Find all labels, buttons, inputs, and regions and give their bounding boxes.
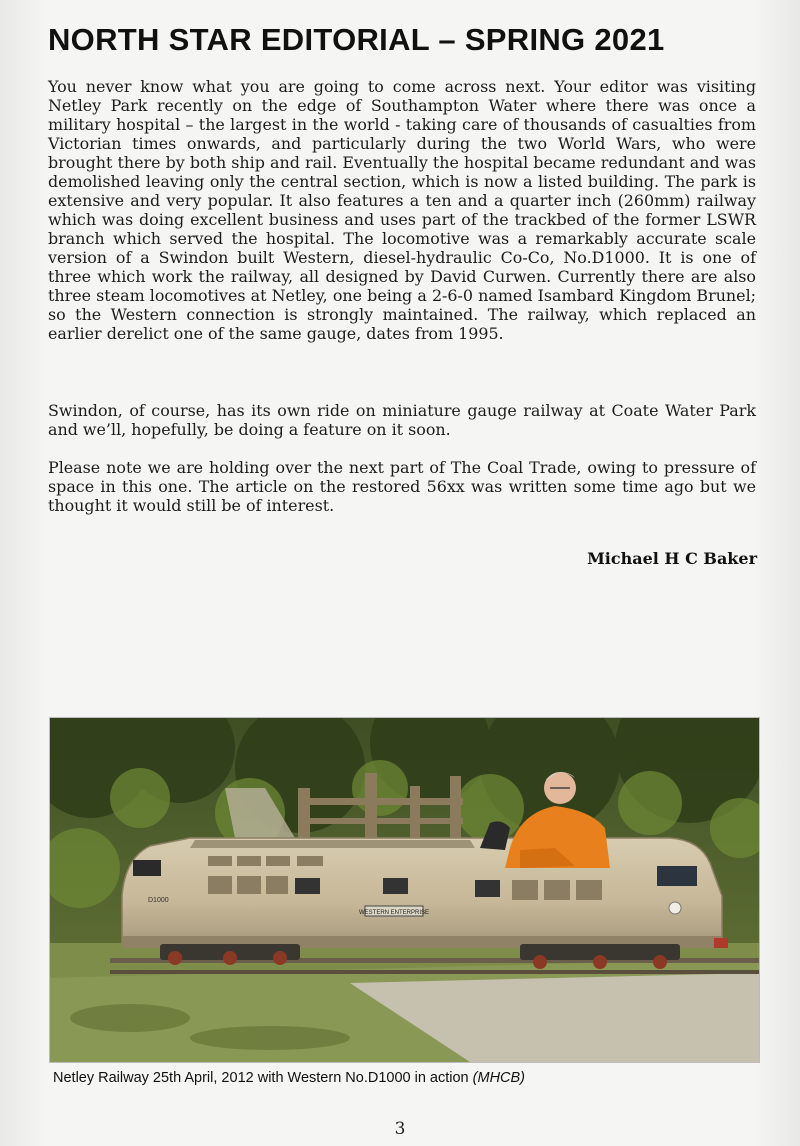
article-paragraph-3: Please note we are holding over the next part of The Coal Trade, owing to pressure of space in this one. The article on the restored 56xx was written some time ago but we thought it would still be of interest. [48, 458, 756, 515]
caption-credit: (MHCB) [472, 1070, 526, 1086]
author-byline: Michael H C Baker [587, 549, 757, 568]
locomotive-photo [49, 717, 760, 1063]
locomotive-nameplate: WESTERN ENTERPRISE [358, 910, 430, 916]
photo-illustration [50, 718, 759, 1062]
locomotive-number: D1000 [148, 897, 169, 904]
photo-caption [53, 1070, 525, 1086]
article-paragraph-2: Swindon, of course, has its own ride on miniature gauge railway at Coate Water Park and we’ll, hopefully, be doing a feature on it soon. [48, 401, 756, 439]
page-number: 3 [394, 1119, 406, 1139]
article-paragraph-1: You never know what you are going to come across next. Your editor was visiting Netley Park recently on the edge of Southampton Water where there was once a military hospital – the largest in the world - taking care of thousands of casualties from Victorian times onwards, and particularly during the two World Wars, who were brought there by both ship and rail. Eventually the hospital became redundant and was demolished leaving only the central section, which is now a listed building. The park is extensive and very popular. It also features a ten and a quarter inch (260mm) railway which was doing excellent business and uses part of the trackbed of the former LSWR branch which served the hospital. The locomotive was a remarkably accurate scale version of a Swindon built Western, diesel-hydraulic Co-Co, No.D1000. It is one of three which work the railway, all designed by David Curwen. Currently there are also three steam locomotives at Netley, one being a 2-6-0 named Isambard Kingdom Brunel; so the Western connection is strongly maintained. The railway, which replaced an earlier derelict one of the same gauge, dates from 1995. [48, 77, 756, 343]
caption-text: Netley Railway 25th April, 2012 with Western No.D1000 in action [53, 1070, 469, 1086]
article-title: NORTH STAR EDITORIAL – SPRING 2021 [48, 22, 665, 57]
